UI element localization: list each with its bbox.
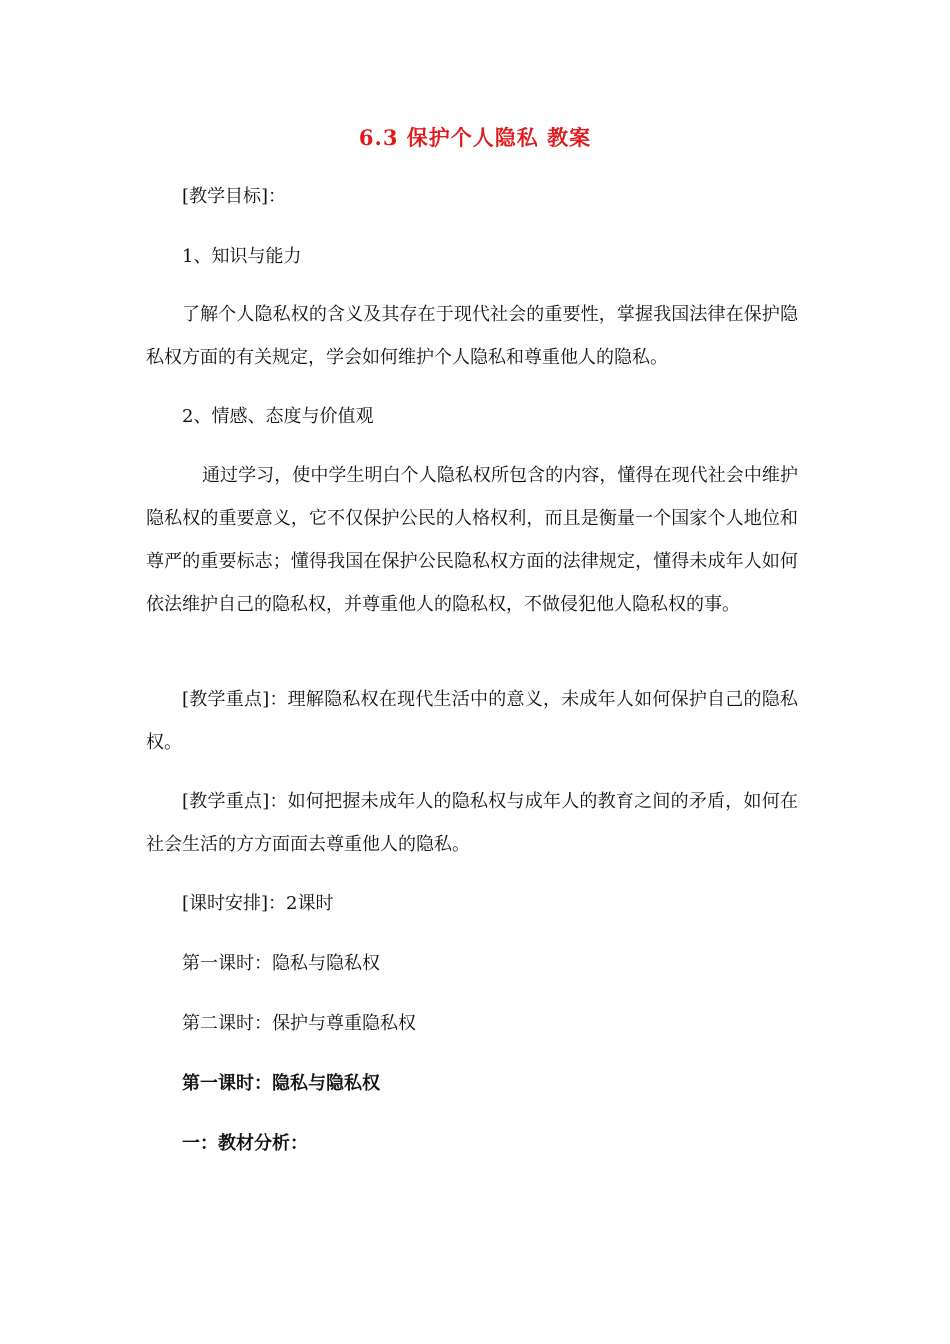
- objectives-heading: [教学目标]：: [182, 186, 287, 207]
- document-title: 6.3 保护个人隐私 教案: [358, 125, 592, 150]
- key-points-1: [教学重点]：理解隐私权在现代生活中的意义，未成年人如何保护自己的隐私权。: [146, 689, 798, 753]
- section2-text: 通过学习，使中学生明白个人隐私权所包含的内容，懂得在现代社会中维护隐私权的重要意义，它不仅保护公民的人格权利，而且是衡量一个国家个人地位和尊严的重要标志；懂得我国在保护公民隐私权方面的法律规定，懂得未成年人如何依法维护自己的隐私权，并尊重他人的隐私权，不做侵犯他人隐私权的事。: [146, 465, 798, 615]
- analysis-heading: 一：教材分析：: [182, 1133, 308, 1154]
- schedule: [课时安排]：2课时: [182, 893, 334, 914]
- key-points-2: [教学重点]：如何把握未成年人的隐私权与成年人的教育之间的矛盾，如何在社会生活的方方面面去尊重他人的隐私。: [146, 791, 798, 855]
- lesson1-bold-heading: 第一课时：隐私与隐私权: [182, 1073, 380, 1094]
- section1-text: 了解个人隐私权的含义及其存在于现代社会的重要性，掌握我国法律在保护隐私权方面的有关规定，学会如何维护个人隐私和尊重他人的隐私。: [146, 304, 798, 368]
- section2-heading: 2、情感、态度与价值观: [182, 406, 374, 427]
- section1-heading: 1、知识与能力: [182, 246, 302, 267]
- lesson1: 第一课时：隐私与隐私权: [182, 953, 380, 974]
- lesson2: 第二课时：保护与尊重隐私权: [182, 1013, 416, 1034]
